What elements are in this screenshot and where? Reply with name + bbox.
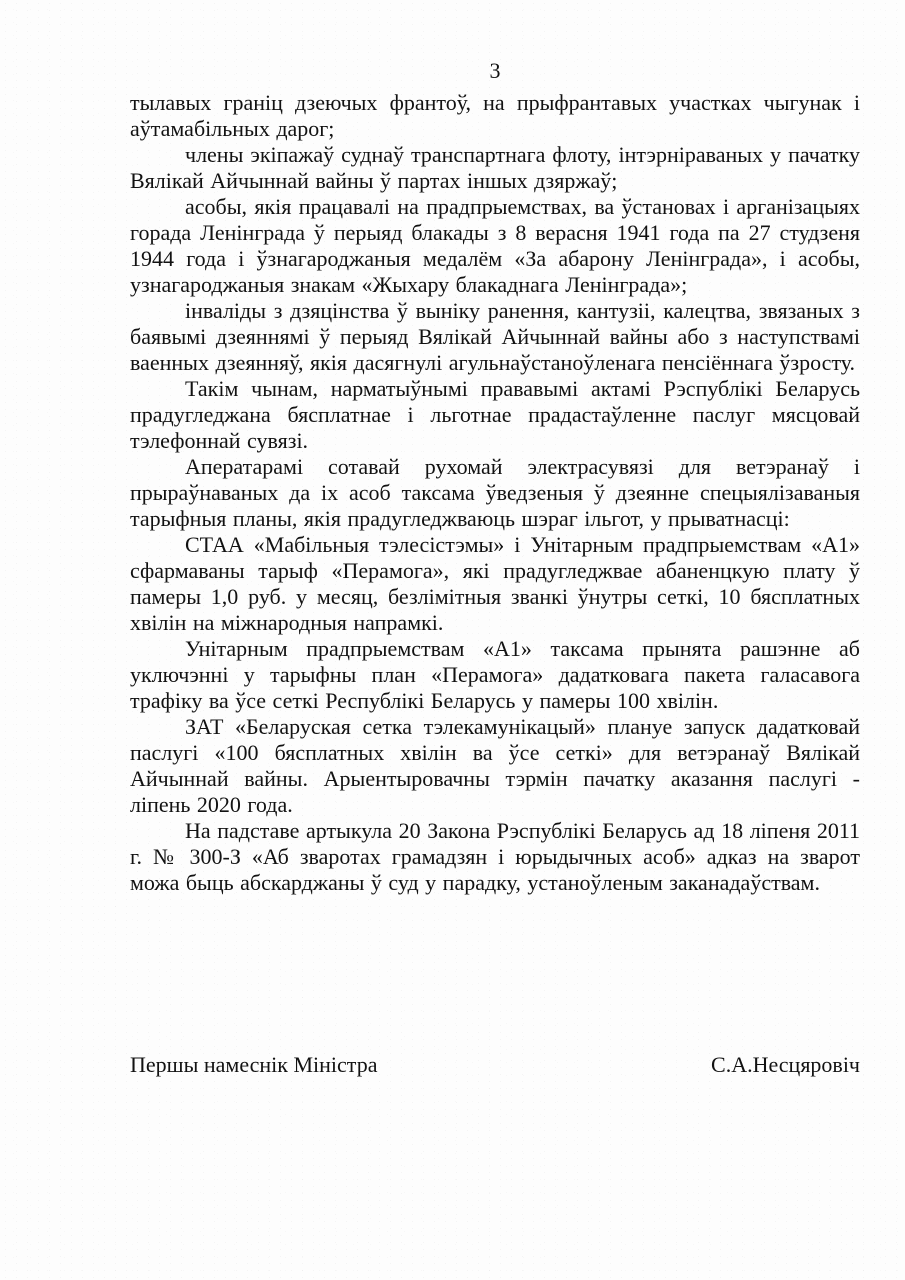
paragraph: СТАА «Мабільныя тэлесістэмы» і Унітарным прадпрыемствам «А1» сфармаваны тарыф «Перамога», які прадугледжвае абаненцкую плату ў памеры 1,0 руб. у месяц, безлімітныя званкі ўнутры сеткі, 10 бясплатных хвілін на міжнародныя напрамкі. xyxy=(130,532,860,635)
paragraph: інваліды з дзяцінства ў выніку ранення, кантузіі, калецтва, звязаных з баявымі дзеяннямі ў перыяд Вялікай Айчыннай вайны або з наступствамі ваенных дзеянняў, якія дасягнулі агульнаўстаноўленага пенсіённага ўзросту. xyxy=(130,298,860,375)
paragraph: тылавых граніц дзеючых франтоў, на прыфрантавых участках чыгунак і аўтамабільных дарог; xyxy=(130,90,860,141)
signature-name: С.А.Несцяровіч xyxy=(711,1052,860,1077)
page-number: 3 xyxy=(489,58,501,83)
paragraph: На падставе артыкула 20 Закона Рэспублікі Беларусь ад 18 ліпеня 2011 г. № 300-З «Аб зваротах грамадзян і юрыдычных асоб» адказ на зварот можа быць абскарджаны ў суд у парадку, устаноўленым заканадаўствам. xyxy=(130,818,860,895)
paragraph: Унітарным прадпрыемствам «А1» таксама прынята рашэнне аб уключэнні у тарыфны план «Перамога» дадатковага пакета галасавога трафіку ва ўсе сеткі Республікі Беларусь у памеры 100 хвілін. xyxy=(130,636,860,713)
paragraph: члены экіпажаў суднаў транспартнага флоту, інтэрніраваных у пачатку Вялікай Айчыннай вайны ў партах іншых дзяржаў; xyxy=(130,142,860,193)
paragraph: Аператарамі сотавай рухомай электрасувязі для ветэранаў і прыраўнаваных да іх асоб таксама ўведзеныя ў дзеянне спецыялізаваныя тарыфныя планы, якія прадугледжваюць шэраг ільгот, у прыватнасці: xyxy=(130,454,860,531)
paragraph: Такім чынам, нарматыўнымі прававымі актамі Рэспублікі Беларусь прадугледжана бясплатнае і льготнае прадастаўленне паслуг мясцовай тэлефоннай сувязі. xyxy=(130,376,860,453)
signature-block xyxy=(130,1052,860,1078)
paragraph: асобы, якія працавалі на прадпрыемствах, ва ўстановах і арганізацыях горада Ленінграда ў перыяд блакады з 8 верасня 1941 года па 27 студзеня 1944 года і ўзнагароджаныя медалём «За абарону Ленінграда», і асобы, узнагароджаныя знакам «Жыхару блакаднага Ленінграда»; xyxy=(130,194,860,297)
signature-position-title: Першы намеснік Міністра xyxy=(130,1052,378,1077)
paragraph: ЗАТ «Беларуская сетка тэлекамунікацый» плануе запуск дадатковай паслугі «100 бясплатных хвілін ва ўсе сеткі» для ветэранаў Вялікай Айчыннай вайны. Арыентыровачны тэрмін пачатку аказання паслугі - ліпень 2020 года. xyxy=(130,714,860,817)
document-body xyxy=(130,90,860,896)
